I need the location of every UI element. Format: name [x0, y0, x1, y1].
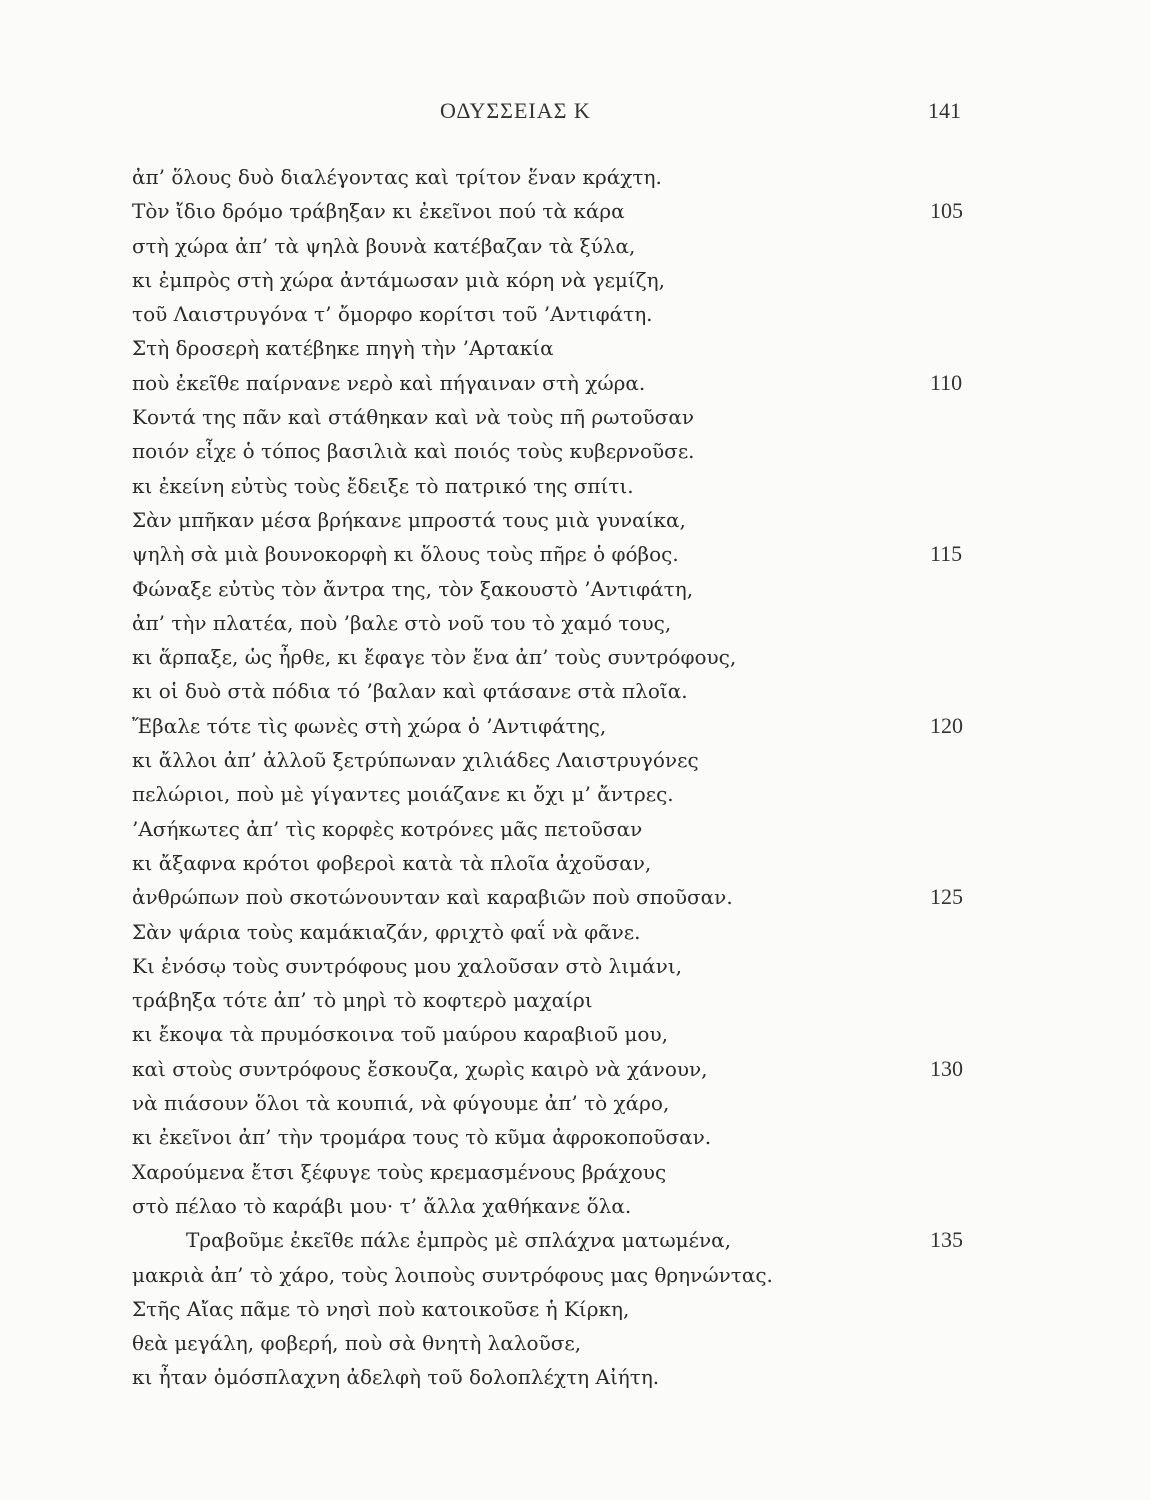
verse-line-text: ἀπ’ ὅλους δυὸ διαλέγοντας καὶ τρίτον ἕναν κράχτη. — [132, 165, 662, 189]
verse-line — [0, 606, 1150, 640]
verse-line-text: κι ἦταν ὁμόσπλαχνη ἀδελφὴ τοῦ δολοπλέχτη Αἰήτη. — [132, 1365, 660, 1390]
verse-line-text: ’Ασήκωτες ἀπ’ τὶς κορφὲς κοτρόνες μᾶς πετοῦσαν — [132, 816, 643, 841]
verse-line — [0, 1189, 1150, 1223]
verse-line-text: τοῦ Λαιστρυγόνα τ’ ὄμορφο κορίτσι τοῦ ’Αντιφάτη. — [132, 302, 653, 327]
line-number: 135 — [930, 1227, 963, 1253]
verse-line-text: πελώριοι, ποὺ μὲ γίγαντες μοιάζανε κι ὄχι μ’ ἄντρες. — [132, 782, 674, 807]
verse-line — [0, 915, 1150, 949]
verse-line-text: Σὰν μπῆκαν μέσα βρήκανε μπροστά τους μιὰ γυναίκα, — [132, 507, 686, 532]
verse-line — [0, 1360, 1150, 1394]
verse-line-text: Κι ἐνόσῳ τοὺς συντρόφους μου χαλοῦσαν στὸ λιμάνι, — [132, 953, 683, 978]
verse-line — [0, 263, 1150, 297]
line-number: 130 — [930, 1055, 963, 1081]
verse-line-text: νὰ πιάσουν ὅλοι τὰ κουπιά, νὰ φύγουμε ἀπ’ τὸ χάρο, — [132, 1091, 670, 1116]
verse-line-text: στὸ πέλαο τὸ καράβι μου· τ’ ἄλλα χαθήκανε ὅλα. — [132, 1193, 632, 1218]
page-title: ΟΔΥΣΣΕΙΑΣ Κ — [440, 98, 591, 123]
verse-line-text: Τὸν ἴδιο δρόμο τράβηξαν κι ἐκεῖνοι πού τὰ κάρα — [132, 199, 625, 224]
verse-line-text: καὶ στοὺς συντρόφους ἔσκουζα, χωρὶς καιρὸ νὰ χάνουν, — [132, 1056, 708, 1081]
verse-line — [0, 743, 1150, 777]
verse-line — [0, 880, 1150, 914]
verse-line — [0, 1258, 1150, 1292]
poem-text — [0, 160, 1150, 1395]
verse-line-text: στὴ χώρα ἀπ’ τὰ ψηλὰ βουνὰ κατέβαζαν τὰ ξύλα, — [132, 233, 636, 258]
line-number: 110 — [930, 369, 963, 395]
verse-line — [0, 1120, 1150, 1154]
verse-line — [0, 1017, 1150, 1051]
verse-line-text: Χαρούμενα ἔτσι ξέφυγε τοὺς κρεμασμένους βράχους — [132, 1159, 667, 1184]
page-number: 141 — [928, 98, 961, 123]
verse-line-text: κι ἐκεῖνοι ἀπ’ τὴν τρομάρα τους τὸ κῦμα ἀφροκοποῦσαν. — [132, 1125, 712, 1150]
verse-line — [0, 400, 1150, 434]
verse-line-text: ἀνθρώπων ποὺ σκοτώνουνταν καὶ καραβιῶν ποὺ σποῦσαν. — [132, 885, 733, 910]
verse-line-text: Κοντά της πᾶν καὶ στάθηκαν καὶ νὰ τοὺς πῆ ρωτοῦσαν — [132, 405, 694, 430]
verse-line-text: Σὰν ψάρια τοὺς καμάκιαζάν, φριχτὸ φαΐ νὰ φᾶνε. — [132, 919, 641, 944]
verse-line-text: κι οἱ δυὸ στὰ πόδια τό ’βαλαν καὶ φτάσανε στὰ πλοῖα. — [132, 679, 688, 704]
verse-line — [0, 366, 1150, 400]
verse-line-text: μακριὰ ἀπ’ τὸ χάρο, τοὺς λοιποὺς συντρόφους μας θρηνώντας. — [132, 1262, 773, 1287]
verse-line — [0, 1223, 1150, 1257]
verse-line-text: κι ἔκοψα τὰ πρυμόσκοινα τοῦ μαύρου καραβιοῦ μου, — [132, 1022, 668, 1047]
verse-line — [0, 846, 1150, 880]
verse-line — [0, 537, 1150, 571]
verse-line — [0, 1155, 1150, 1189]
verse-line — [0, 1052, 1150, 1086]
verse-line-text: ποιόν εἶχε ὁ τόπος βασιλιὰ καὶ ποιός τοὺς κυβερνοῦσε. — [132, 439, 695, 464]
verse-line — [0, 194, 1150, 228]
verse-line-text: ποὺ ἐκεῖθε παίρνανε νερὸ καὶ πήγαιναν στὴ χώρα. — [132, 370, 646, 395]
line-number: 115 — [930, 541, 963, 567]
verse-line-text: Ἔβαλε τότε τὶς φωνὲς στὴ χώρα ὁ ’Αντιφάτης, — [132, 713, 607, 738]
verse-line — [0, 434, 1150, 468]
verse-line-text: Στὴ δροσερὴ κατέβηκε πηγὴ τὴν ’Αρτακία — [132, 336, 554, 361]
verse-line-text: κι ἐκείνη εὐτὺς τοὺς ἔδειξε τὸ πατρικό της σπίτι. — [132, 473, 634, 498]
verse-line-text: θεὰ μεγάλη, φοβερή, ποὺ σὰ θνητὴ λαλοῦσε, — [132, 1331, 582, 1356]
line-number: 120 — [930, 712, 963, 738]
verse-line — [0, 297, 1150, 331]
verse-line — [0, 229, 1150, 263]
verse-line — [0, 949, 1150, 983]
verse-line — [0, 640, 1150, 674]
verse-line-text: κι ἅρπαξε, ὡς ἦρθε, κι ἔφαγε τὸν ἕνα ἀπ’ τοὺς συντρόφους, — [132, 645, 737, 670]
verse-line-text: ψηλὴ σὰ μιὰ βουνοκορφὴ κι ὅλους τοὺς πῆρε ὁ φόβος. — [132, 542, 679, 567]
verse-line-text: Φώναξε εὐτὺς τὸν ἄντρα της, τὸν ξακουστὸ ’Αντιφάτη, — [132, 576, 694, 601]
line-number: 105 — [930, 198, 963, 224]
verse-line — [0, 812, 1150, 846]
verse-line — [0, 503, 1150, 537]
verse-line-text: Στῆς Αἴας πᾶμε τὸ νησὶ ποὺ κατοικοῦσε ἡ Κίρκη, — [132, 1296, 630, 1321]
verse-line — [0, 1086, 1150, 1120]
verse-line-text: κι ἄξαφνα κρότοι φοβεροὶ κατὰ τὰ πλοῖα ἀχοῦσαν, — [132, 850, 652, 875]
line-number: 125 — [930, 884, 963, 910]
verse-line — [0, 1326, 1150, 1360]
verse-line — [0, 572, 1150, 606]
verse-line — [0, 331, 1150, 365]
verse-line-text: Τραβοῦμε ἐκεῖθε πάλε ἐμπρὸς μὲ σπλάχνα ματωμένα, — [186, 1228, 732, 1253]
verse-line — [0, 1292, 1150, 1326]
verse-line — [0, 160, 1150, 194]
verse-line — [0, 469, 1150, 503]
verse-line — [0, 777, 1150, 811]
running-head — [0, 98, 1150, 128]
verse-line — [0, 709, 1150, 743]
verse-line-text: κι ἄλλοι ἀπ’ ἀλλοῦ ξετρύπωναν χιλιάδες Λαιστρυγόνες — [132, 748, 699, 773]
verse-line — [0, 674, 1150, 708]
verse-line — [0, 983, 1150, 1017]
verse-line-text: ἀπ’ τὴν πλατέα, ποὺ ’βαλε στὸ νοῦ του τὸ χαμό τους, — [132, 610, 672, 635]
verse-line-text: τράβηξα τότε ἀπ’ τὸ μηρὶ τὸ κοφτερὸ μαχαίρι — [132, 988, 593, 1013]
verse-line-text: κι ἐμπρὸς στὴ χώρα ἀντάμωσαν μιὰ κόρη νὰ γεμίζη, — [132, 267, 665, 292]
